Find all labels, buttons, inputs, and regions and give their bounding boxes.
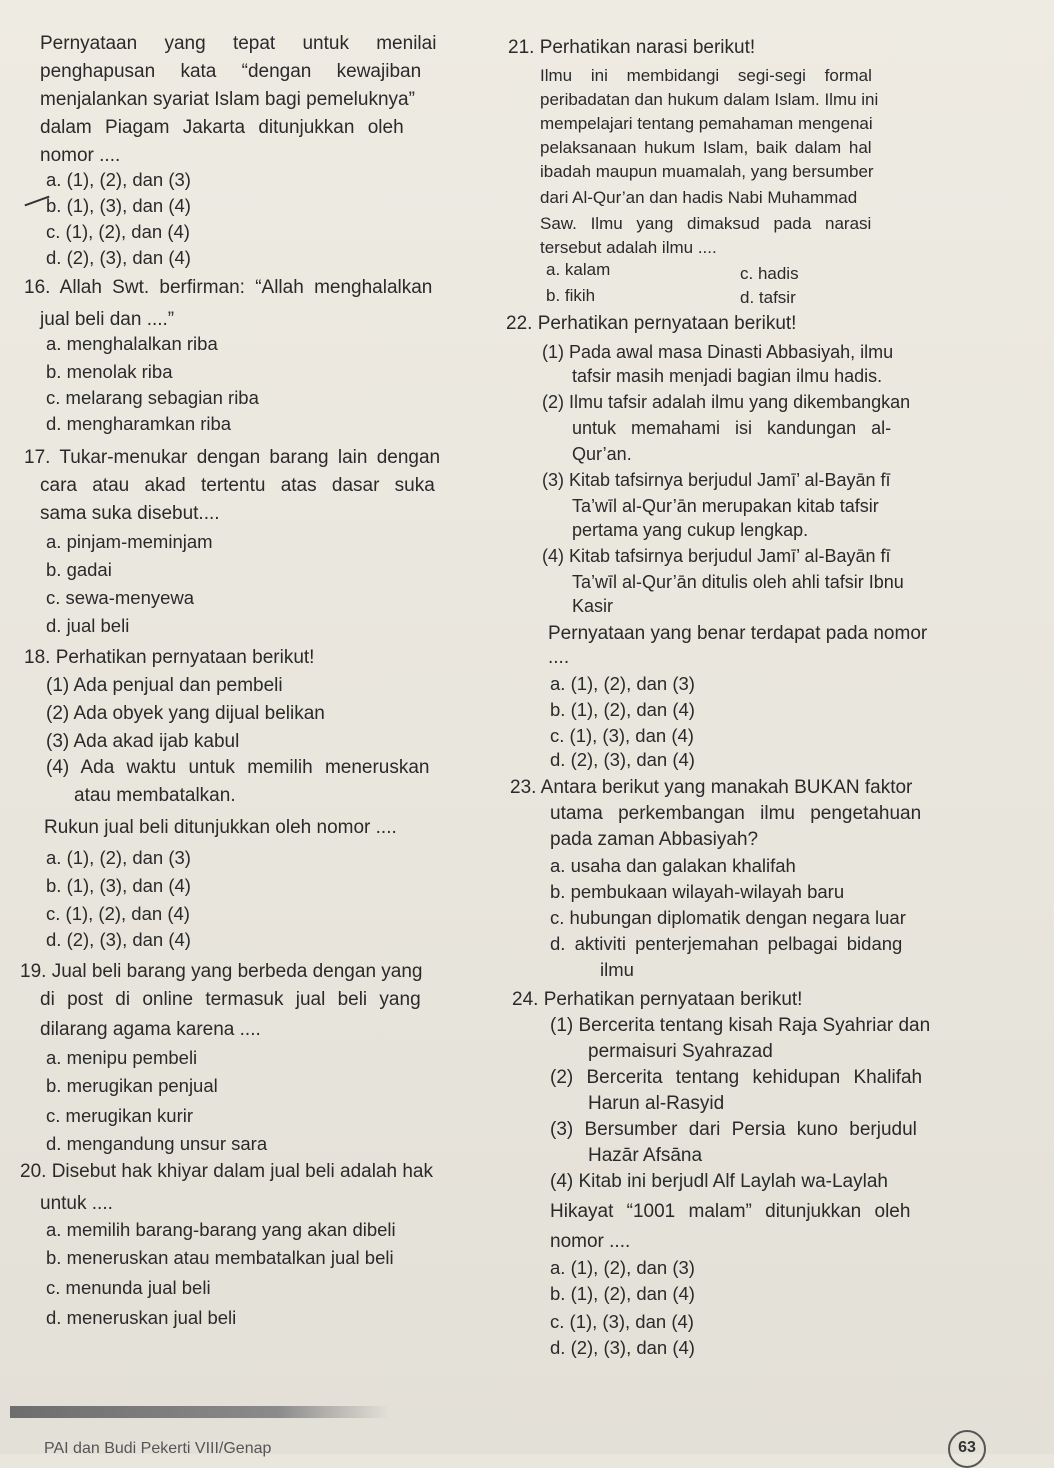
q19-option-d[interactable]: d. mengandung unsur sara (46, 1133, 268, 1154)
q24-statement-4: (4) Kitab ini berjudl Alf Laylah wa-Laylah (550, 1171, 888, 1192)
q22-option-d[interactable]: d. (2), (3), dan (4) (550, 749, 695, 770)
q15-line-3: menjalankan syariat Islam bagi pemeluknya” (40, 89, 415, 110)
q21-narrative-8: tersebut adalah ilmu .... (540, 238, 717, 257)
q21-option-d[interactable]: d. tafsir (740, 288, 796, 307)
q16-stem-1: 16. Allah Swt. berfirman: “Allah menghalalkan (24, 277, 433, 298)
q17-option-c[interactable]: c. sewa-menyewa (46, 587, 195, 608)
footer-bar (10, 1406, 390, 1418)
q22-stem-1: 22. Perhatikan pernyataan berikut! (506, 313, 797, 334)
q21-option-a[interactable]: a. kalam (546, 260, 611, 279)
q17-option-b[interactable]: b. gadai (46, 559, 112, 580)
q24-statement-2: (2) Bercerita tentang kehidupan Khalifah (550, 1067, 923, 1088)
q24-option-d[interactable]: d. (2), (3), dan (4) (550, 1337, 695, 1358)
q24-statement-1-cont: permaisuri Syahrazad (588, 1041, 773, 1062)
q21-narrative-2: peribadatan dan hukum dalam Islam. Ilmu ini (540, 90, 879, 109)
q22-stem-3: .... (548, 647, 570, 668)
q17-stem-3: sama suka disebut.... (40, 503, 220, 524)
q18-option-d[interactable]: d. (2), (3), dan (4) (46, 929, 191, 950)
q22-statement-1-cont: tafsir masih menjadi bagian ilmu hadis. (572, 366, 883, 386)
q24-statement-3: (3) Bersumber dari Persia kuno berjudul (550, 1119, 917, 1140)
q19-stem-1: 19. Jual beli barang yang berbeda dengan yang (20, 961, 423, 982)
q21-narrative-6: dari Al-Qur’an dan hadis Nabi Muhammad (540, 188, 858, 207)
q22-statement-3: (3) Kitab tafsirnya berjudul Jamī’ al-Bayān fī (542, 470, 891, 490)
q17-stem-1: 17. Tukar-menukar dengan barang lain dengan (24, 447, 441, 468)
q16-option-a[interactable]: a. menghalalkan riba (46, 333, 218, 354)
q18-statement-2: (2) Ada obyek yang dijual belikan (46, 703, 325, 724)
q15-line-4: dalam Piagam Jakarta ditunjukkan oleh (40, 117, 404, 138)
q16-option-c[interactable]: c. melarang sebagian riba (46, 387, 259, 408)
q24-option-c[interactable]: c. (1), (3), dan (4) (550, 1311, 694, 1332)
q20-option-a[interactable]: a. memilih barang-barang yang akan dibeli (46, 1219, 396, 1240)
q15-option-c[interactable]: c. (1), (2), dan (4) (46, 221, 190, 242)
q19-option-a[interactable]: a. menipu pembeli (46, 1047, 198, 1068)
q22-statement-2-cont2: Qur’an. (572, 444, 632, 464)
q16-option-b[interactable]: b. menolak riba (46, 361, 173, 382)
q15-line-5: nomor .... (40, 145, 121, 166)
q22-statement-1: (1) Pada awal masa Dinasti Abbasiyah, ilmu (542, 342, 894, 362)
q22-statement-4: (4) Kitab tafsirnya berjudul Jamī’ al-Bayān fī (542, 546, 891, 566)
q23-stem-1: 23. Antara berikut yang manakah BUKAN faktor (510, 777, 913, 798)
q24-stem-2: Hikayat “1001 malam” ditunjukkan oleh (550, 1201, 911, 1222)
q24-stem-1: 24. Perhatikan pernyataan berikut! (512, 989, 803, 1010)
q22-statement-4-cont: Ta’wīl al-Qur’ān ditulis oleh ahli tafsir Ibnu (572, 572, 904, 592)
q21-narrative-4: pelaksanaan hukum Islam, baik dalam hal (540, 138, 872, 157)
q24-statement-3-cont: Hazār Afsāna (588, 1145, 703, 1166)
footer-book-title: PAI dan Budi Pekerti VIII/Genap (44, 1440, 272, 1457)
q19-stem-2: di post di online termasuk jual beli yang (40, 989, 421, 1010)
page-number: 63 (948, 1430, 986, 1468)
q22-option-c[interactable]: c. (1), (3), dan (4) (550, 725, 694, 746)
q24-option-a[interactable]: a. (1), (2), dan (3) (550, 1257, 695, 1278)
q23-stem-3: pada zaman Abbasiyah? (550, 829, 759, 850)
q23-option-d-cont[interactable]: ilmu (600, 959, 634, 980)
q20-stem-2: untuk .... (40, 1193, 113, 1214)
q22-option-a[interactable]: a. (1), (2), dan (3) (550, 673, 695, 694)
q18-option-b[interactable]: b. (1), (3), dan (4) (46, 875, 191, 896)
q23-stem-2: utama perkembangan ilmu pengetahuan (550, 803, 922, 824)
q22-statement-4-cont2: Kasir (572, 596, 614, 616)
q20-option-c[interactable]: c. menunda jual beli (46, 1277, 211, 1298)
q18-statement-4-cont: atau membatalkan. (74, 785, 236, 806)
q23-option-a[interactable]: a. usaha dan galakan khalifah (550, 855, 796, 876)
q22-statement-3-cont: Ta’wīl al-Qur’ān merupakan kitab tafsir (572, 496, 879, 516)
q19-option-c[interactable]: c. merugikan kurir (46, 1105, 194, 1126)
q19-option-b[interactable]: b. merugikan penjual (46, 1075, 218, 1096)
q21-narrative-7: Saw. Ilmu yang dimaksud pada narasi (540, 214, 872, 233)
q20-option-d[interactable]: d. meneruskan jual beli (46, 1307, 237, 1328)
q18-statement-3: (3) Ada akad ijab kabul (46, 731, 240, 752)
q18-statement-1: (1) Ada penjual dan pembeli (46, 675, 283, 696)
q15-option-a[interactable]: a. (1), (2), dan (3) (46, 169, 191, 190)
q24-option-b[interactable]: b. (1), (2), dan (4) (550, 1283, 695, 1304)
q22-statement-3-cont2: pertama yang cukup lengkap. (572, 520, 809, 540)
q18-option-c[interactable]: c. (1), (2), dan (4) (46, 903, 190, 924)
q16-stem-2: jual beli dan ....” (40, 309, 175, 330)
q22-option-b[interactable]: b. (1), (2), dan (4) (550, 699, 695, 720)
q24-statement-1: (1) Bercerita tentang kisah Raja Syahriar dan (550, 1015, 931, 1036)
q22-stem-2: Pernyataan yang benar terdapat pada nomor (548, 623, 928, 644)
q21-option-b[interactable]: b. fikih (546, 286, 596, 305)
q21-option-c[interactable]: c. hadis (740, 264, 799, 283)
q24-stem-3: nomor .... (550, 1231, 631, 1252)
q16-option-d[interactable]: d. mengharamkan riba (46, 413, 232, 434)
q23-option-d[interactable]: d. aktiviti penterjemahan pelbagai bidang (550, 933, 903, 954)
q23-option-b[interactable]: b. pembukaan wilayah-wilayah baru (550, 881, 845, 902)
q21-stem-1: 21. Perhatikan narasi berikut! (508, 37, 756, 58)
q23-option-c[interactable]: c. hubungan diplomatik dengan negara luar (550, 907, 906, 928)
q18-option-a[interactable]: a. (1), (2), dan (3) (46, 847, 191, 868)
q15-line-1: Pernyataan yang tepat untuk menilai (40, 33, 437, 54)
q21-narrative-5: ibadah maupun muamalah, yang bersumber (540, 162, 874, 181)
q19-stem-3: dilarang agama karena .... (40, 1019, 261, 1040)
q17-stem-2: cara atau akad tertentu atas dasar suka (40, 475, 435, 496)
q22-statement-2-cont: untuk memahami isi kandungan al- (572, 418, 892, 438)
q18-stem-1: 18. Perhatikan pernyataan berikut! (24, 647, 315, 668)
q15-line-2: penghapusan kata “dengan kewajiban (40, 61, 422, 82)
q21-narrative-3: mempelajari tentang pemahaman mengenai (540, 114, 873, 133)
q17-option-a[interactable]: a. pinjam-meminjam (46, 531, 213, 552)
q15-option-b[interactable]: b. (1), (3), dan (4) (46, 195, 191, 216)
q20-option-b[interactable]: b. meneruskan atau membatalkan jual beli (46, 1247, 394, 1268)
q24-statement-2-cont: Harun al-Rasyid (588, 1093, 725, 1114)
q18-stem-2: Rukun jual beli ditunjukkan oleh nomor .... (44, 817, 397, 838)
q21-narrative-1: Ilmu ini membidangi segi-segi formal (540, 66, 872, 85)
q20-stem-1: 20. Disebut hak khiyar dalam jual beli adalah hak (20, 1161, 433, 1182)
q22-statement-2: (2) Ilmu tafsir adalah ilmu yang dikembangkan (542, 392, 911, 412)
q15-option-d[interactable]: d. (2), (3), dan (4) (46, 247, 191, 268)
q17-option-d[interactable]: d. jual beli (46, 615, 130, 636)
q18-statement-4: (4) Ada waktu untuk memilih meneruskan (46, 757, 430, 778)
